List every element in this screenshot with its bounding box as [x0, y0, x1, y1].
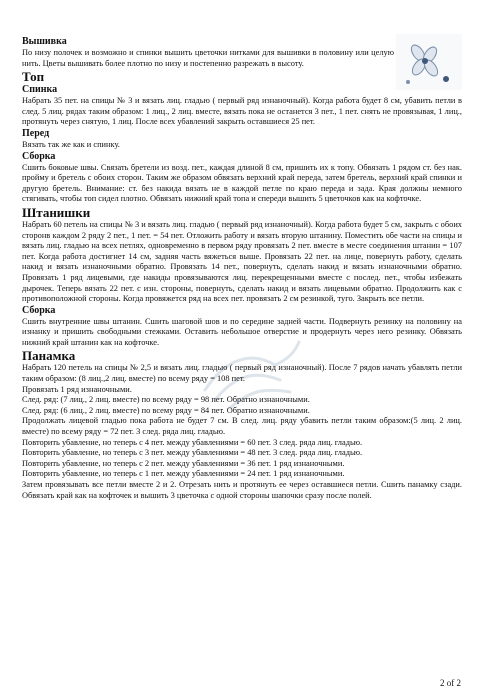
hat-heading: Панамка	[22, 348, 76, 364]
hat-line-7: Повторить убавление, но теперь с 3 пет. между убавлениями = 48 пет. 3 след. ряда лиц. гладью.	[22, 448, 363, 458]
hat-line-8: Повторить убавление, но теперь с 2 пет. между убавлениями = 36 пет. 1 ряд изнаночными.	[22, 458, 345, 468]
front-text: Вязать так же как и спинку.	[22, 139, 120, 149]
hat-line-5: Продолжать лицевой гладью пока работа не будет 7 см. В след. лиц. ряду убавить петли таким образом:(5 лиц. 2 лиц. вместе) по всему ряду = 72 пет. 3 след. ряда лиц. гладью.	[22, 416, 462, 437]
document-content	[22, 36, 462, 501]
front-heading: Перед	[22, 127, 50, 139]
back-heading: Спинка	[22, 84, 58, 96]
pants-text: Набрать 60 петель на спицы № 3 и вязать лиц. гладью ( первый ряд изнаночный). Когда работа будет 5 см, закрыть с обоих сторонв каждом 2 ряду 2 пет., 1 пет. = 54 пет. Отложить работу и вязать вторую штанину. Поместить обе части на спицы и вязать лиц. гладью на всех петлях, одновременно в первом ряду провязать 2 пет. вместе в месте соединения штанин = 107 пет. Когда работа достигнет 14 см, задняя часть вяжеться выше. Провязать 22 пет. на лице, повернуть работу, сделать накид и вязать изнаночными обратно. Провязать 14 пет., повернуть, сделать накид и вязать изнаночными обратно. Провязать 1 ряд лицевыми, где накиды провязываются лиц. перекрещенными вместе с послед. пет., чтобы избежать дырочек. Теперь вязать 22 пет. с изн. стороны, повернуть, сделать накид и вязать лицевыми обратно. Продолжить как с противоположной стороны. Когда провяжется ряд на всех пет. провязать 2 см резинкой, туго. Закрыть все петли.	[22, 219, 462, 304]
pants-assembly-text: Сшить внутренние швы штанин. Сшить шаговой шов и по середине задней части. Подвернуть резинку на половину на изнанку и пришить свободными стежками. Оставить небольшое отверстие и продернуть через него резинку. Обвязать нижний край штанин как на кофточке.	[22, 316, 462, 347]
pants-assembly-heading: Сборка	[22, 304, 56, 316]
top-heading: Топ	[22, 69, 45, 85]
back-text: Набрать 35 пет. на спицы № 3 и вязать лиц. гладью ( первый ряд изнаночный). Когда работа будет 8 см, убавить петли в след. 5 лиц. рядах таким образом: 1 лиц., 2 лиц. вместе, вязать пока не останется 3 пет., 1 пет. снять не провязывая, 1 лиц., протянуть через снятую, 1 лиц. После всех убавлений закрыть оставшиеся 25 пет.	[22, 96, 462, 127]
top-assembly-heading: Сборка	[22, 150, 56, 162]
top-assembly-text: Сшить боковые швы. Связать бретели из возд. пет., каждая длиной 8 см, пришить их к топу. Обвязать 1 рядом ст. без нак. пройму и бретель с обоих сторон. Таким же образом обвязать верхний край переда, затем бретель, верхний край спинки и другую бретель. Внимание: ст. без накида вязать не в каждой петле по краю переда и зада. Края должны немного стягивать, чтобы топ сидел плотно. Обвязать нижний край топа и спереди вышить 5 цветочков как на кофточке.	[22, 162, 462, 204]
embroidery-heading: Вышивка	[22, 36, 67, 47]
embroidery-text: По низу полочек и возможно и спинки вышить цветочки нитками для вышивки в половину или целую нить. Цветы вышивать более плотно по низу и постепенно разрежать в высоту.	[22, 48, 394, 68]
hat-line-10: Затем провязывать все петли вместе 2 и 2. Отрезать нить и протянуть ее через оставшиеся петли. Сшить панамку сзади. Обвязать край как на кофточек и вышить 3 цветочка с одной стороны шапочки сразу после полей.	[22, 480, 462, 500]
hat-line-4: След. ряд: (6 лиц., 2 лиц. вместе) по всему ряду = 84 пет. Обратно изнаночными.	[22, 405, 310, 415]
hat-line-3: След. ряд: (7 лиц., 2 лиц. вместе) по всему ряду = 98 пет. Обратно изнаночными.	[22, 395, 310, 405]
pants-heading: Штанишки	[22, 204, 91, 220]
hat-line-9: Повторить убавление, но теперь с 1 пет. между убавлениями = 24 пет. 1 ряд изнаночными.	[22, 469, 345, 479]
hat-line-6: Повторить убавление, но теперь с 4 пет. между убавлениями = 60 пет. 3 след. ряда лиц. гладью.	[22, 437, 363, 447]
hat-line-1: Набрать 120 петель на спицы № 2,5 и вязать лиц. гладью ( первый ряд изнаночный). После 7 рядов начать убавлять петли таким образом: (8 лиц.,2 лиц. вместе) по всему ряду = 108 пет.	[22, 363, 462, 384]
page-number: 2 of 2	[440, 678, 461, 688]
hat-line-2: Провязать 1 ряд изнаночными.	[22, 384, 132, 394]
